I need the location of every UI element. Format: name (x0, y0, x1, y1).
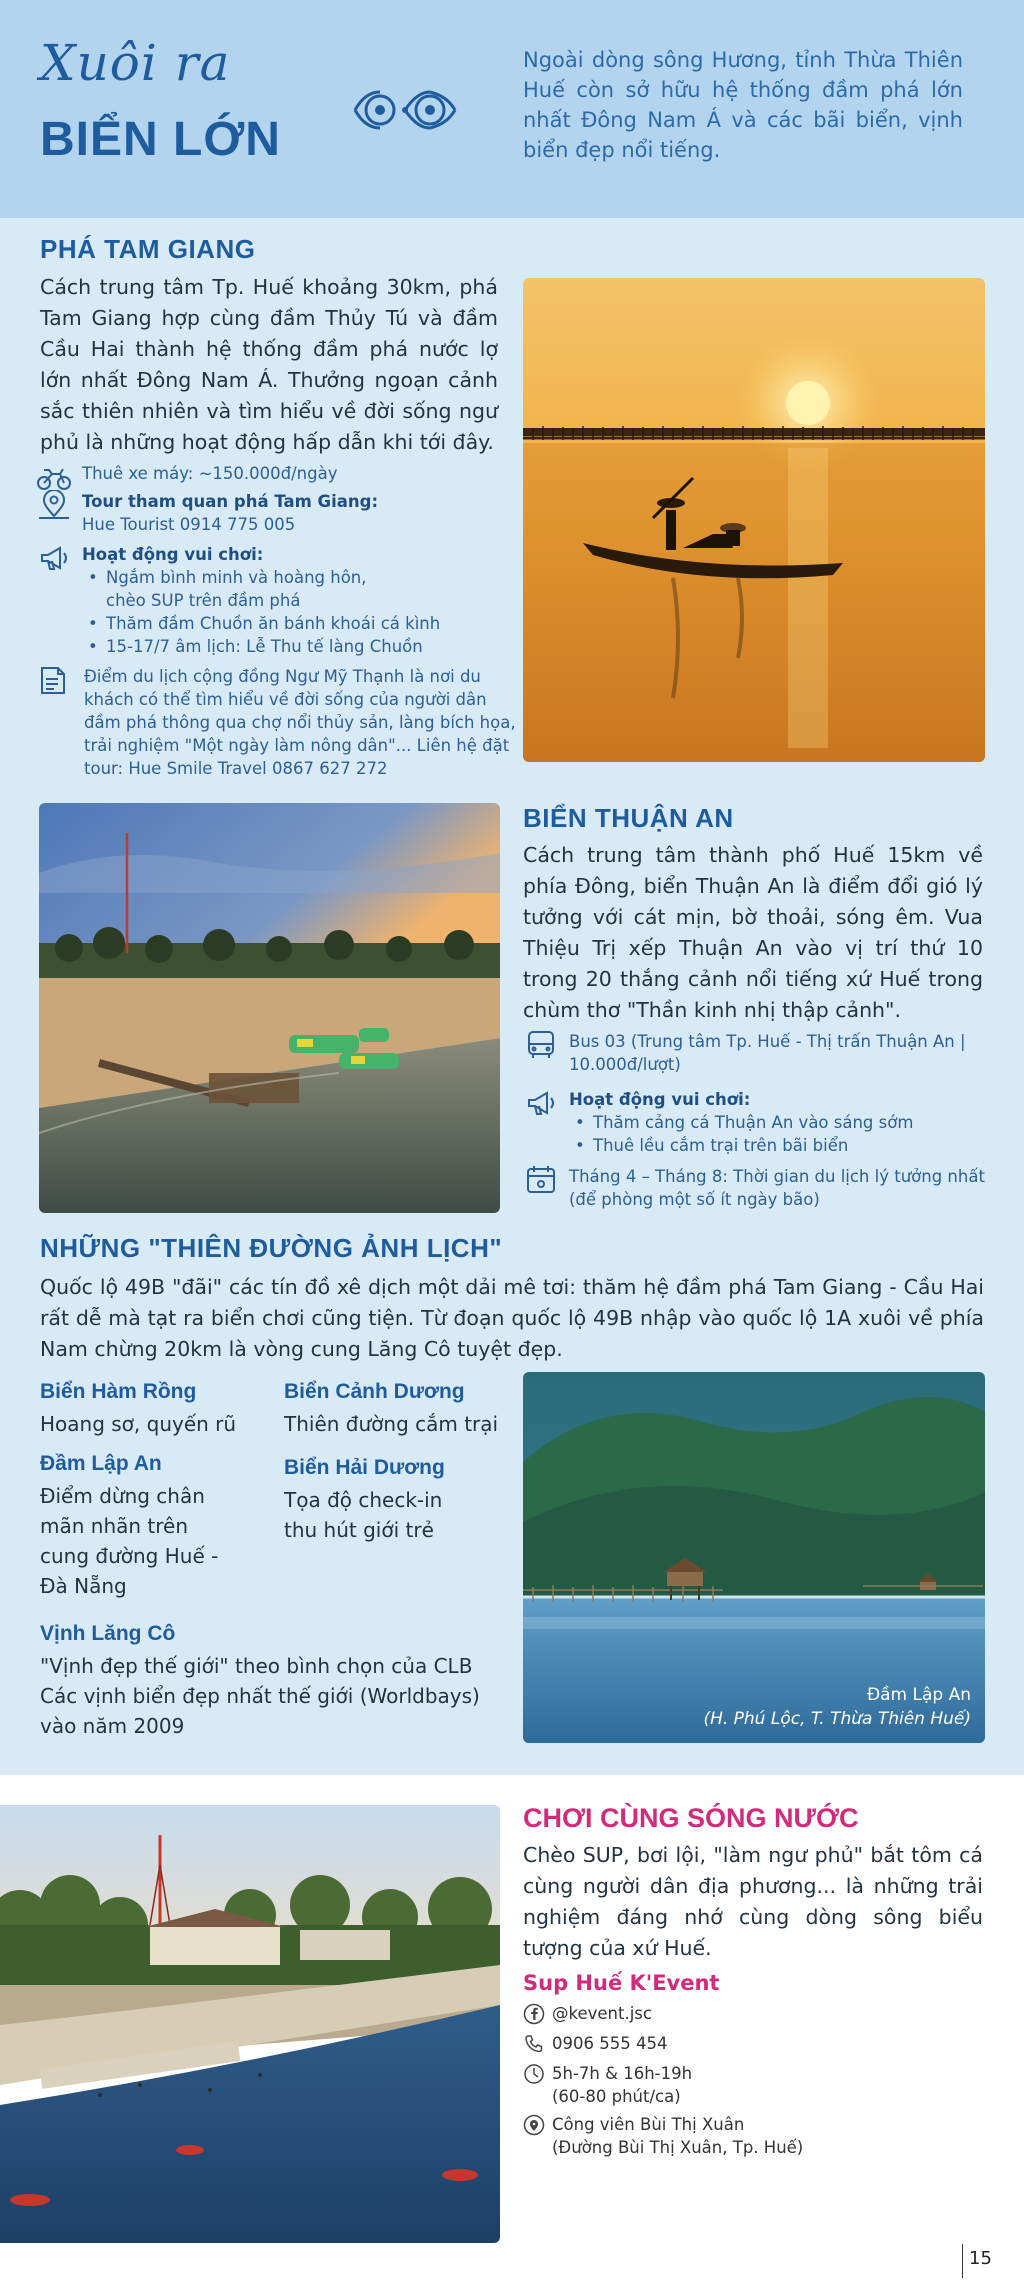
season-text: Tháng 4 – Tháng 8: Thời gian du lịch lý tưởng nhất (để phòng một số ít ngày bão) (569, 1167, 985, 1209)
session-length: (60-80 phút/ca) (552, 2087, 681, 2106)
thuan-an-body: Cách trung tâm thành phố Huế 15km về phía Đông, biển Thuận An là điểm đổi gió lý tưởng với cát mịn, bờ thoải, sóng êm. Vua Thiệu Trị xếp Thuận An vào vị trí thứ 10 trong 20 thắng cảnh nổi tiếng xứ Huế trong chùm thơ "Thần kinh nhị thập cảnh". (523, 843, 983, 1022)
tam-giang-activities (36, 543, 506, 663)
list-item: • Ngắm bình minh và hoàng hôn, chèo SUP trên đầm phá (82, 566, 367, 612)
megaphone-icon (523, 1088, 559, 1118)
spot-desc-hai-duong: Tọa độ check-in thu hút giới trẻ (284, 1488, 443, 1542)
hours-text: 5h-7h & 16h-19h (552, 2064, 693, 2083)
phone-contact[interactable] (523, 2032, 943, 2056)
spot-name-hai-duong: Biển Hải Dương (284, 1456, 445, 1479)
photo-caption (703, 1683, 971, 1731)
thuan-an-activities-label: Hoạt động vui chơi: (569, 1090, 751, 1109)
tam-giang-activities-label: Hoạt động vui chơi: (82, 545, 264, 564)
paradise-title: NHỮNG "THIÊN ĐƯỜNG ẢNH LỊCH" (40, 1233, 503, 1263)
tour-info (36, 490, 506, 540)
bus-info (523, 1030, 993, 1080)
spot-name-lap-an: Đầm Lập An (40, 1452, 162, 1475)
community-tour-text: Điểm du lịch cộng đồng Ngư Mỹ Thạnh là nơi du khách có thể tìm hiểu về đời sống của người dân đầm phá thông qua chợ nổi thủy sản, làng bích họa, trải nghiệm "Một ngày làm nông dân"... Liên hệ đặt tour: Hue Smile Travel 0867 627 272 (84, 667, 516, 778)
facebook-handle: @kevent.jsc (552, 2004, 652, 2023)
list-item: • 15-17/7 âm lịch: Lễ Thu tế làng Chuồn (82, 635, 502, 658)
tam-giang-activities-list (82, 566, 502, 658)
water-title: CHƠI CÙNG SÓNG NƯỚC (523, 1803, 859, 1833)
tam-giang-title: PHÁ TAM GIANG (40, 234, 256, 264)
thuan-an-title: BIỂN THUẬN AN (523, 803, 734, 833)
note-icon (36, 665, 72, 695)
paradise-body: Quốc lộ 49B "đãi" các tín đồ xê dịch một dải mê tơi: thăm hệ đầm phá Tam Giang - Cầu Hai rất dễ mà tạt ra biển chơi cũng tiện. Từ đoạn quốc lộ 49B nhập vào quốc lộ 1A xuôi về phía Nam chừng 20km là vòng cung Lăng Cô tuyệt đẹp. (40, 1275, 984, 1361)
bus-text: Bus 03 (Trung tâm Tp. Huế - Thị trấn Thuận An | 10.000đ/lượt) (569, 1032, 966, 1074)
list-item: • Thuê lều cắm trại trên bãi biển (569, 1134, 1009, 1157)
location-pin-icon (523, 2114, 545, 2136)
spot-desc-ham-rong: Hoang sơ, quyến rũ (40, 1412, 237, 1436)
clock-icon (523, 2063, 545, 2085)
motorbike-icon (36, 462, 72, 492)
phone-icon (523, 2033, 545, 2055)
spot-desc-lap-an: Điểm dừng chân mãn nhãn trên cung đường Huế - Đà Nẵng (40, 1484, 219, 1598)
megaphone-icon (36, 543, 72, 573)
list-item: • Thăm cảng cá Thuận An vào sáng sớm (569, 1111, 1009, 1134)
place-address: (Đường Bùi Thị Xuân, Tp. Huế) (552, 2138, 804, 2157)
bus-icon (523, 1030, 559, 1060)
page-title: BIỂN LỚN (40, 113, 281, 166)
list-item: • Thăm đầm Chuồn ăn bánh khoái cá kình (82, 612, 502, 635)
motorbike-info (36, 462, 506, 488)
motorbike-text: Thuê xe máy: ~150.000đ/ngày (82, 464, 338, 483)
calendar-icon (523, 1165, 559, 1195)
spot-desc-lang-co: "Vịnh đẹp thế giới" theo bình chọn của CLB Các vịnh biển đẹp nhất thế giới (Worldbays) vào năm 2009 (40, 1654, 480, 1738)
hours-info (523, 2062, 943, 2108)
place-name: Công viên Bùi Thị Xuân (552, 2115, 745, 2134)
script-title: Xuôi ra (40, 34, 231, 92)
intro-text: Ngoài dòng sông Hương, tỉnh Thừa Thiên Huế còn sở hữu hệ thống đầm phá lớn nhất Đông Nam Á và các bãi biển, vịnh biển đẹp nổi tiếng. (523, 48, 963, 162)
tam-giang-body: Cách trung tâm Tp. Huế khoảng 30km, phá Tam Giang hợp cùng đầm Thủy Tú và đầm Cầu Hai thành hệ thống đầm phá nước lợ lớn nhất Đông Nam Á. Thưởng ngoạn cảnh sắc thiên nhiên và tìm hiểu về đời sống ngư phủ là những hoạt động hấp dẫn khi tới đây. (40, 275, 498, 454)
thuan-an-activities-list (569, 1111, 1009, 1157)
caption-location: (H. Phú Lộc, T. Thừa Thiên Huế) (703, 1709, 971, 1729)
huong-river-photo (0, 1805, 500, 2243)
spot-name-ham-rong: Biển Hàm Rồng (40, 1380, 197, 1403)
spot-name-canh-duong: Biển Cảnh Dương (284, 1380, 465, 1403)
page-number: 15 (962, 2244, 1006, 2278)
location-info (523, 2113, 943, 2159)
season-info (523, 1165, 993, 1215)
tam-giang-sunset-photo (523, 278, 985, 762)
ornament-icon (345, 80, 465, 140)
community-tour-note (36, 665, 516, 785)
spot-desc-canh-duong: Thiên đường cắm trại (284, 1412, 499, 1436)
tour-value: Hue Tourist 0914 775 005 (82, 515, 296, 534)
thuan-an-activities (523, 1088, 993, 1158)
header-band (0, 0, 1024, 218)
phone-number: 0906 555 454 (552, 2034, 668, 2053)
brand-name: Sup Huế K'Event (523, 1971, 720, 1995)
map-pin-icon (36, 490, 72, 520)
thuan-an-beach-photo (39, 803, 500, 1213)
spot-name-lang-co: Vịnh Lăng Cô (40, 1622, 176, 1645)
tour-label: Tour tham quan phá Tam Giang: (82, 492, 379, 511)
facebook-icon (523, 2003, 545, 2025)
water-body: Chèo SUP, bơi lội, "làm ngư phủ" bắt tôm cá cùng người dân địa phương... là những trải nghiệm đáng nhớ cùng dòng sông biểu tượng của xứ Huế. (523, 1843, 983, 1960)
lap-an-lagoon-photo (523, 1372, 985, 1743)
caption-place: Đầm Lập An (866, 1685, 971, 1705)
facebook-contact[interactable] (523, 2002, 943, 2026)
